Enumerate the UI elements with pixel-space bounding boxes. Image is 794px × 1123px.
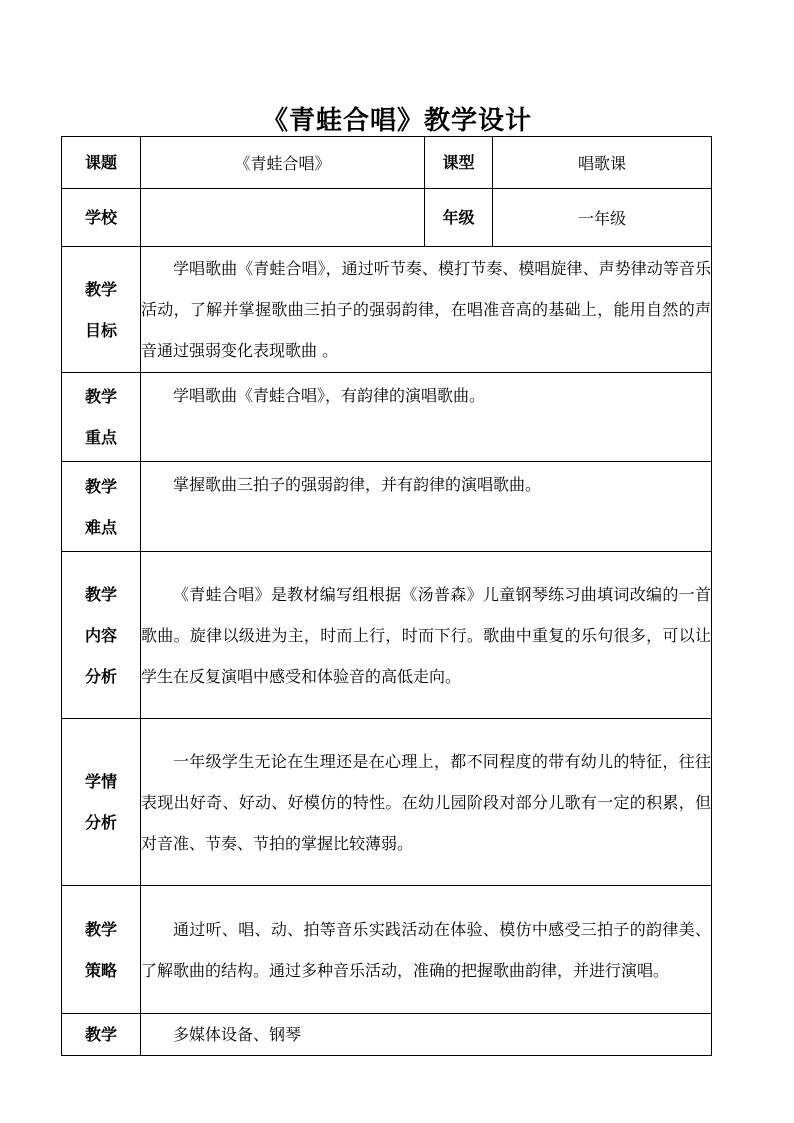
label-strategy [62, 886, 141, 1014]
value-lesson-type: 唱歌课 [493, 137, 712, 189]
value-topic: 《青蛙合唱》 [141, 137, 425, 189]
label-topic: 课题 [62, 137, 141, 189]
document-title: 《青蛙合唱》教学设计 [261, 106, 532, 136]
row-school [62, 189, 712, 247]
label-difficulties-line2: 难点 [84, 517, 117, 537]
label-learner-line1: 学情 [84, 772, 117, 791]
label-learner-line2: 分析 [84, 813, 117, 832]
label-resources: 教学 [62, 1014, 141, 1056]
label-content-line3: 分析 [84, 666, 117, 686]
label-key-points-line1: 教学 [84, 387, 117, 406]
label-key-points-line2: 重点 [84, 428, 117, 447]
label-goals [62, 247, 141, 373]
label-goals-line1: 教学 [84, 279, 117, 299]
label-content-line1: 教学 [84, 584, 117, 604]
row-learner-analysis [62, 719, 712, 886]
label-school: 学校 [62, 189, 141, 247]
label-difficulties-line1: 教学 [84, 476, 117, 496]
label-goals-line2: 目标 [84, 320, 117, 340]
row-strategy [62, 886, 712, 1014]
row-resources [62, 1014, 712, 1056]
label-grade: 年级 [425, 189, 493, 247]
goals-text: 学唱歌曲《青蛙合唱》，通过听节奏、模打节奏、模唱旋律、声势律动等音乐活动，了解并掌握歌曲三拍子的强弱韵律，在唱准音高的基础上，能用自然的声音通过强弱变化表现歌曲 。 [141, 247, 712, 373]
label-learner-analysis [62, 719, 141, 886]
row-goals [62, 247, 712, 373]
strategy-text: 通过听、唱、动、拍等音乐实践活动在体验、模仿中感受三拍子的韵律美、了解歌曲的结构。通过多种音乐活动，准确的把握歌曲韵律，并进行演唱。 [141, 886, 712, 1014]
row-key-points [62, 373, 712, 462]
value-school [141, 189, 425, 247]
label-difficulties [62, 462, 141, 552]
difficulties-text: 掌握歌曲三拍子的强弱韵律，并有韵律的演唱歌曲。 [141, 462, 712, 552]
row-difficulties [62, 462, 712, 552]
label-lesson-type: 课型 [425, 137, 493, 189]
value-grade: 一年级 [493, 189, 712, 247]
row-content-analysis [62, 552, 712, 719]
label-content-analysis [62, 552, 141, 719]
lesson-plan-table [61, 136, 712, 1056]
row-topic [62, 137, 712, 189]
content-analysis-text: 《青蛙合唱》是教材编写组根据《汤普森》儿童钢琴练习曲填词改编的一首歌曲。旋律以级进为主，时而上行，时而下行。歌曲中重复的乐句很多，可以让学生在反复演唱中感受和体验音的高低走向。 [141, 552, 712, 719]
label-strategy-line1: 教学 [84, 919, 117, 939]
resources-text: 多媒体设备、钢琴 [141, 1014, 712, 1056]
key-points-text: 学唱歌曲《青蛙合唱》，有韵律的演唱歌曲。 [141, 373, 712, 462]
label-key-points [62, 373, 141, 462]
label-content-line2: 内容 [84, 625, 117, 645]
label-strategy-line2: 策略 [84, 960, 117, 980]
learner-analysis-text: 一年级学生无论在生理还是在心理上，都不同程度的带有幼儿的特征，往往表现出好奇、好动、好模仿的特性。在幼儿园阶段对部分儿歌有一定的积累，但对音准、节奏、节拍的掌握比较薄弱。 [141, 719, 712, 886]
